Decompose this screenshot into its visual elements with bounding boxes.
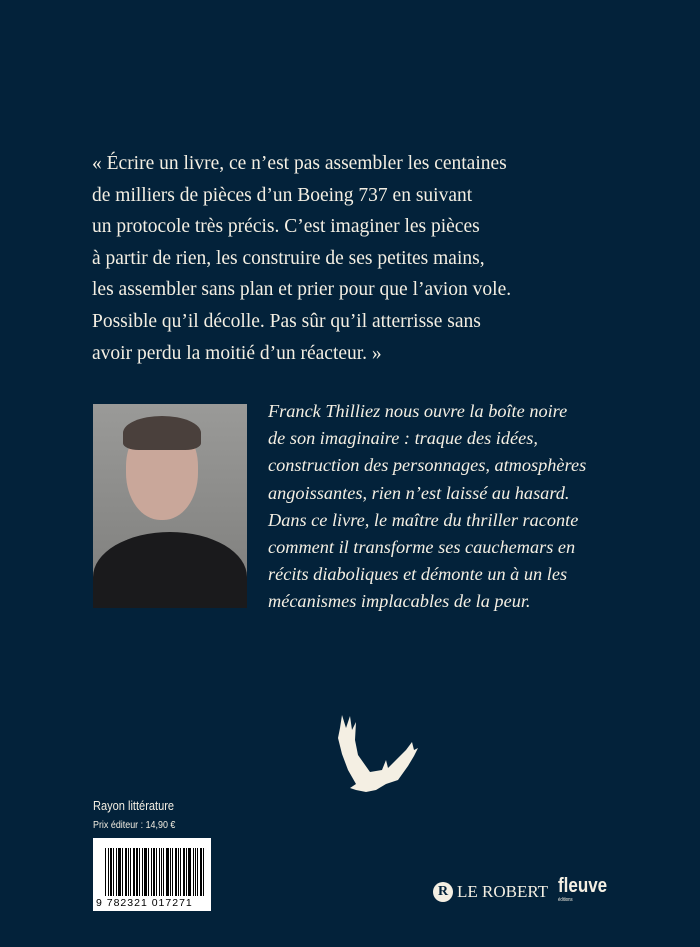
blurb-line: angoissantes, rien n’est laissé au hasard. <box>268 482 570 503</box>
quote-line: « Écrire un livre, ce n’est pas assembler les centaines <box>92 153 507 174</box>
blurb-line: de son imaginaire : traque des idées, <box>268 428 538 449</box>
barcode-bar <box>195 848 196 896</box>
barcode-bar <box>139 848 140 896</box>
barcode-bar <box>130 848 131 896</box>
blurb-line: Franck Thilliez nous ouvre la boîte noire <box>268 401 568 421</box>
barcode-bar <box>183 848 185 896</box>
quote-line: à partir de rien, les construire de ses petites mains, <box>92 247 485 269</box>
barcode-bar <box>133 848 135 896</box>
barcode-bar <box>186 848 187 896</box>
blurb-line: construction des personnages, atmosphères <box>268 455 587 476</box>
book-blurb <box>268 398 628 616</box>
blurb-line: récits diaboliques et démonte un à un les <box>268 564 568 585</box>
barcode-bar <box>180 848 181 896</box>
back-cover-quote <box>92 148 652 369</box>
barcode-bar <box>116 848 117 896</box>
barcode-bar <box>128 848 129 896</box>
barcode-bar <box>178 848 179 896</box>
category-label: Rayon littérature <box>93 798 175 813</box>
quote-line: avoir perdu la moitié d’un réacteur. » <box>92 342 382 364</box>
barcode-bar <box>151 848 152 896</box>
fleuve-logo <box>558 876 607 904</box>
quote-line: Possible qu’il décolle. Pas sûr qu’il atterrisse sans <box>92 310 481 332</box>
barcode-bar <box>136 848 138 896</box>
barcode-bar <box>172 848 173 896</box>
barcode-bar <box>159 848 160 896</box>
bird-icon <box>330 710 425 795</box>
barcode-bar <box>108 848 109 896</box>
quote-line: les assembler sans plan et prier pour que l’avion vole. <box>92 279 512 301</box>
quote-line: de milliers de pièces d’un Boeing 737 en suivant <box>92 184 473 206</box>
fleuve-name: fleuve <box>558 875 608 897</box>
barcode-bar <box>148 848 149 896</box>
barcode-bar <box>156 848 157 896</box>
barcode-bar <box>144 848 147 896</box>
le-robert-logo <box>433 882 548 902</box>
barcode-bar <box>203 848 204 896</box>
isbn-number: 9 782321 017271 <box>96 897 193 909</box>
le-robert-name: LE ROBERT <box>457 882 549 901</box>
fleuve-sub: éditions <box>558 897 573 903</box>
quote-line: un protocole très précis. C’est imaginer les pièces <box>92 216 480 238</box>
barcode-bar <box>142 848 143 896</box>
barcode-bar <box>153 848 155 896</box>
blurb-line: mécanismes implacables de la peur. <box>268 591 531 612</box>
barcode-bar <box>170 848 171 896</box>
barcode-bar <box>105 848 106 896</box>
barcode-bar <box>122 848 123 896</box>
blurb-line: Dans ce livre, le maître du thriller raconte <box>268 509 579 530</box>
barcode <box>93 838 211 911</box>
barcode-bar <box>188 848 191 896</box>
barcode-bar <box>125 848 127 896</box>
author-photo <box>93 404 247 608</box>
barcode-bar <box>166 848 169 896</box>
barcode-bar <box>193 848 194 896</box>
barcode-bar <box>161 848 162 896</box>
barcode-bar <box>118 848 121 896</box>
barcode-bar <box>200 848 202 896</box>
barcode-bar <box>110 848 112 896</box>
barcode-bar <box>175 848 177 896</box>
barcode-bar <box>163 848 165 896</box>
barcode-bar <box>197 848 198 896</box>
le-robert-mark-icon: R <box>433 882 453 902</box>
blurb-line: comment il transforme ses cauchemars en <box>268 537 576 558</box>
barcode-bar <box>113 848 114 896</box>
price-label: Prix éditeur : 14,90 € <box>93 819 176 831</box>
